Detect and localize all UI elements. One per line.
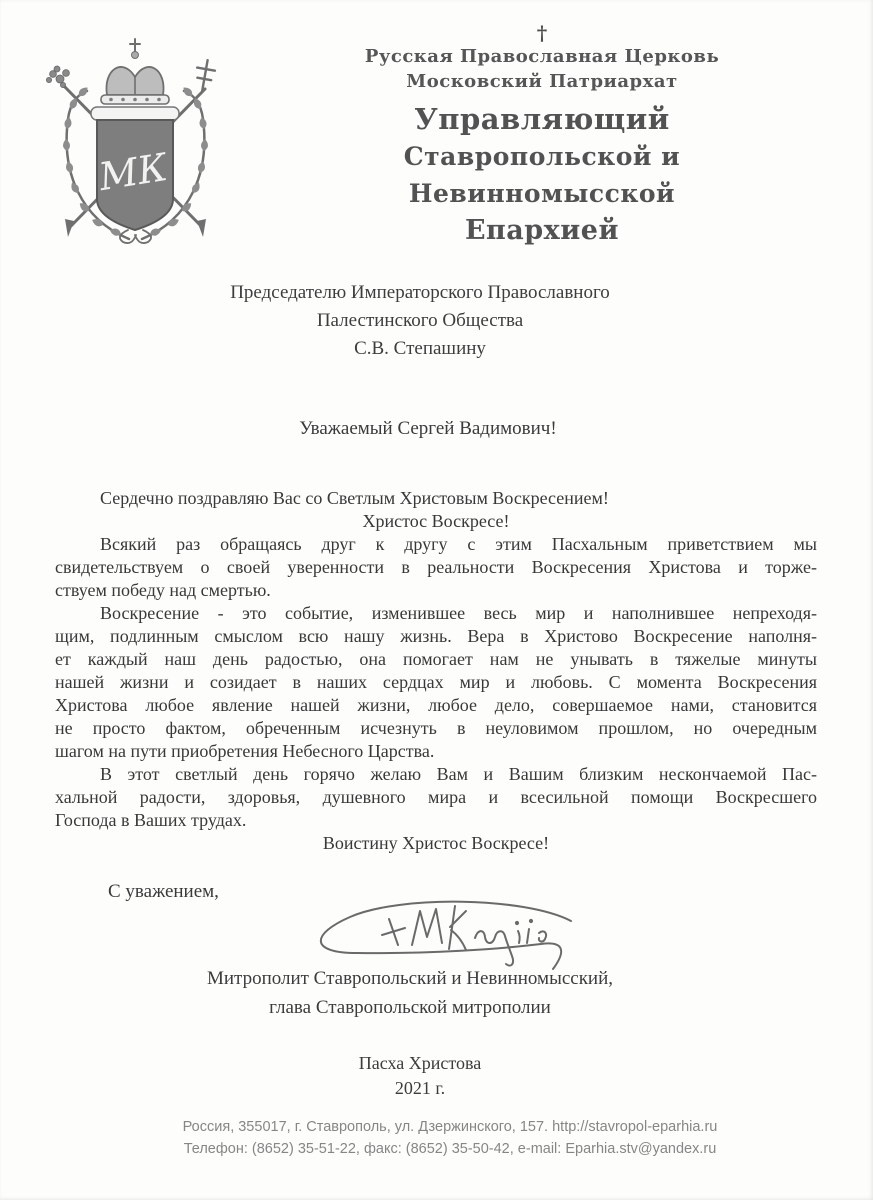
body-line: свидетельствуем о своей уверенности в реальности Воскресения Христова и торже- xyxy=(55,557,817,577)
patriarchal-cross-icon xyxy=(193,59,216,93)
imperial-crown-icon xyxy=(101,39,169,104)
date-block xyxy=(40,1051,800,1101)
addressee-line2: Палестинского Общества xyxy=(316,310,524,331)
body-line: ет каждый наш день радостью, она помогает нам не унывать в тяжелые минуты xyxy=(55,649,817,669)
letterhead-patriarchate-line: Московский Патриархат xyxy=(406,71,678,92)
closing-respect: С уважением, xyxy=(108,881,219,902)
letterhead-footer xyxy=(70,1116,830,1160)
monogram-mk: МК xyxy=(95,145,171,200)
addressee-line1: Председателю Императорского Православного xyxy=(230,282,610,303)
shield-icon xyxy=(91,107,179,243)
addressee-block xyxy=(40,279,800,363)
letterhead-church-line: Русская Православная Церковь xyxy=(364,46,720,67)
signer-title-line2: глава Ставропольской митрополии xyxy=(269,997,551,1018)
body-line: шагом на пути приобретения Небесного Царства. xyxy=(55,741,435,761)
body-line: Христова любое явление нашей жизни, любое дело, совершаемое нами, становится xyxy=(55,695,817,715)
body-line: Сердечно поздравляю Вас со Светлым Христовым Воскресением! xyxy=(100,488,609,508)
letterhead-title-line2: Ставропольской и Невинномысской xyxy=(403,142,681,208)
addressee-line3: С.В. Степашину xyxy=(354,338,486,359)
body-line: Всякий раз обращаясь друг к другу с этим Пасхальным приветствием мы xyxy=(100,534,817,554)
easter-response-line: Воистину Христос Воскресе! xyxy=(322,833,550,853)
signer-title-block xyxy=(30,964,790,1022)
rosette-icon xyxy=(46,66,69,88)
letter-body xyxy=(55,487,817,855)
body-line: нашей жизни и созидает в наших сердцах мир и любовь. С момента Воскресения xyxy=(55,672,817,692)
body-line: хальной радости, здоровья, душевного мира и всесильной помощи Воскресшего xyxy=(55,787,817,807)
date-year: 2021 г. xyxy=(394,1078,446,1098)
body-line: Господа в Ваших трудах. xyxy=(55,810,247,830)
letterhead-title-line3: Епархией xyxy=(464,215,620,246)
easter-greeting-line: Христос Воскресе! xyxy=(362,511,510,531)
letterhead xyxy=(302,22,782,250)
coat-of-arms-graphic xyxy=(33,33,238,253)
body-line: ствуем победу над смертью. xyxy=(55,580,271,600)
body-line: не просто фактом, обреченным исчезнуть в неуловимом прошлом, но очередным xyxy=(55,718,817,738)
body-line: В этот светлый день горячо желаю Вам и Вашим близким нескончаемой Пас- xyxy=(100,764,817,784)
date-occasion: Пасха Христова xyxy=(358,1053,482,1073)
body-line: щим, подлинным смыслом всю нашу жизнь. Вера в Христово Воскресение наполня- xyxy=(55,626,817,646)
footer-contacts-line: Телефон: (8652) 35-51-22, факс: (8652) 35-50-42, e-mail: Eparhia.stv@yandex.ru xyxy=(183,1141,717,1157)
signature-icon xyxy=(305,893,585,975)
footer-address-line: Россия, 355017, г. Ставрополь, ул. Дзержинского, 157. http://stavropol-eparhia.ru xyxy=(182,1119,718,1135)
salutation: Уважаемый Сергей Вадимович! xyxy=(299,418,557,439)
handwritten-signature xyxy=(305,893,585,975)
cross-icon: † xyxy=(536,21,548,45)
body-line: Воскресение - это событие, изменившее весь мир и наполнившее непреходя- xyxy=(100,603,817,623)
signer-title-line1: Митрополит Ставропольский и Невинномысский, xyxy=(206,968,614,989)
letterhead-title-line1: Управляющий xyxy=(414,102,670,136)
eparchy-coat-of-arms xyxy=(33,33,238,253)
